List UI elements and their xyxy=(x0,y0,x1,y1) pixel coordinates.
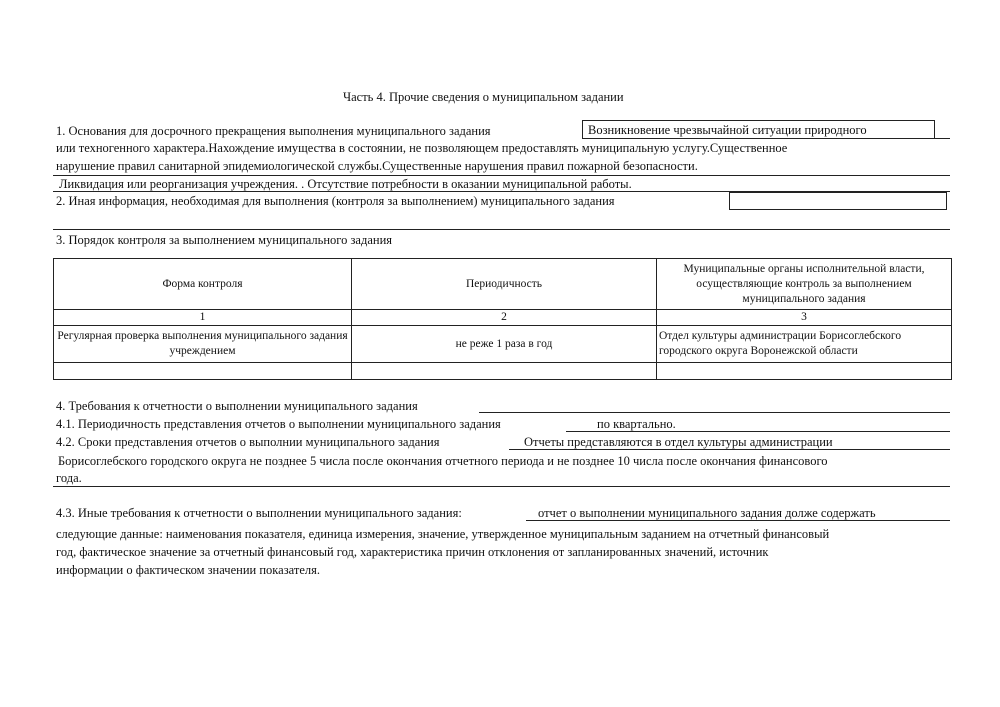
table-row-form: Регулярная проверка выполнения муниципального задания учреждением xyxy=(57,330,348,357)
table-col-number: 2 xyxy=(501,311,507,323)
section42-cont2: года. xyxy=(56,471,82,485)
table-col-number: 3 xyxy=(801,311,807,323)
section41-value: по квартально. xyxy=(597,417,676,431)
section42-cont1: Борисоглебского городского округа не позднее 5 числа после окончания отчетного периода и не позднее 10 числа после окончания финансового xyxy=(58,454,828,468)
section41-label: 4.1. Периодичность представления отчетов о выполнении муниципального задания xyxy=(56,417,501,431)
section4-underline xyxy=(479,412,950,413)
table-col-number: 1 xyxy=(199,311,206,323)
section43-underline xyxy=(526,520,950,521)
section42-value: Отчеты представляются в отдел культуры администрации xyxy=(524,435,833,449)
section2-label: 2. Иная информация, необходимая для выполнения (контроля за выполнением) муниципального задания xyxy=(56,194,615,208)
table-header-period: Периодичность xyxy=(465,277,543,290)
section43-value: отчет о выполнении муниципального задания долже содержать xyxy=(538,506,876,520)
section43-line2: следующие данные: наименования показателя, единица измерения, значение, утвержденное муниципальным заданием на отчетный финансовый xyxy=(56,527,830,541)
section1-line2: или техногенного характера.Нахождение имущества в состоянии, не позволяющем предоставлять муниципальную услугу.Существенное xyxy=(56,141,788,155)
section1-box-underline xyxy=(582,138,950,139)
section1-label: 1. Основания для досрочного прекращения выполнения муниципального задания xyxy=(56,124,491,138)
table-row-divider xyxy=(53,362,952,363)
section1-box-text: Возникновение чрезвычайной ситуации природного xyxy=(588,123,867,137)
section1-line4: Ликвидация или реорганизация учреждения. . Отсутствие потребности в оказании муниципальной работы. xyxy=(59,177,632,191)
table-row-period: не реже 1 раза в год xyxy=(455,337,553,350)
table-header-authority: Муниципальные органы исполнительной власти, осуществляющие контроль за выполнением муниципального задания xyxy=(683,262,925,305)
section3-label: 3. Порядок контроля за выполнением муниципального задания xyxy=(56,233,393,247)
section4-label: 4. Требования к отчетности о выполнении муниципального задания xyxy=(56,399,418,413)
table-row-authority: Отдел культуры администрации Борисоглебского городского округа Воронежской области xyxy=(659,330,902,357)
divider xyxy=(53,486,950,487)
section43-label: 4.3. Иные требования к отчетности о выполнении муниципального задания: xyxy=(56,506,462,520)
section42-underline xyxy=(509,449,950,450)
section1-line3: нарушение правил санитарной эпидемиологической службы.Существенные нарушения правил пожарной безопасности. xyxy=(56,159,698,173)
section43-line3: год, фактическое значение за отчетный финансовый год, характеристика причин отклонения от запланированных значений, источник xyxy=(56,545,769,559)
section43-line4: информации о фактическом значении показателя. xyxy=(56,563,320,577)
section41-underline xyxy=(566,431,950,432)
page-title: Часть 4. Прочие сведения о муниципальном задании xyxy=(343,90,624,104)
section42-label: 4.2. Сроки представления отчетов о выполнии муниципального задания xyxy=(56,435,440,449)
divider xyxy=(53,229,950,230)
table-header-form: Форма контроля xyxy=(162,277,243,290)
section2-box xyxy=(729,192,947,210)
